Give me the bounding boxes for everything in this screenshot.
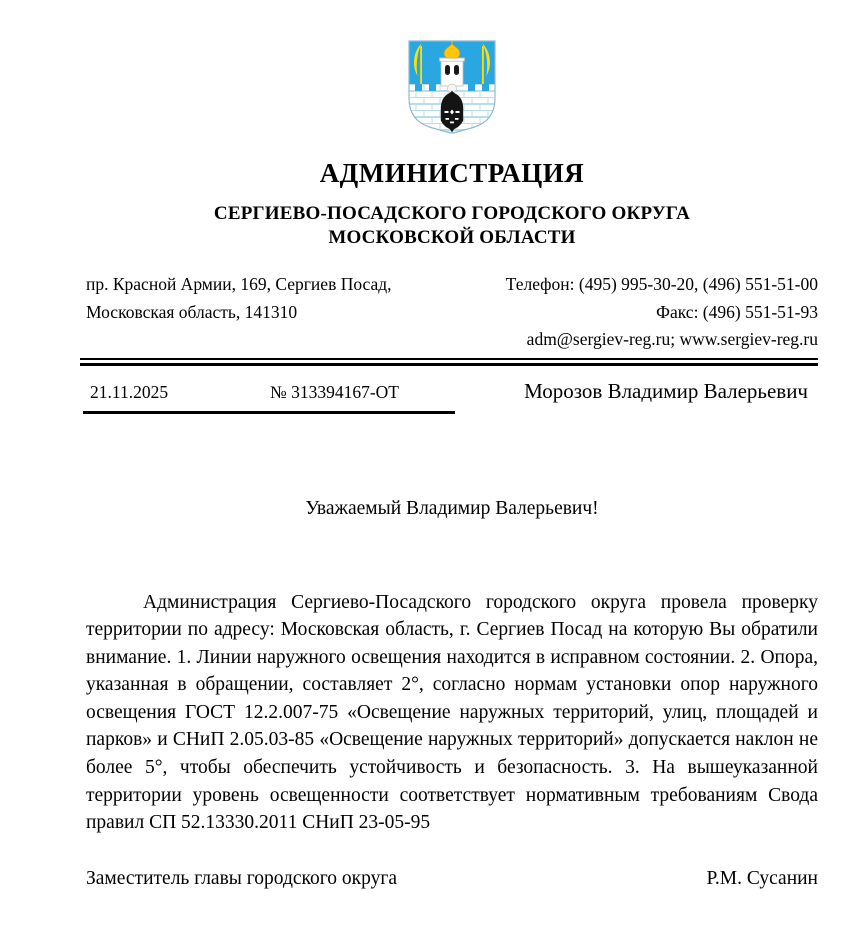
letter-body-paragraph: Администрация Сергиево-Посадского городского округа провела проверку территории по адресу: Московская область, г. Сергиев Посад на которую Вы обратили внимание. 1. Линии наружного освещения находится в исправном состоянии. 2. Опора, указанная в обращении, составляет 2°, согласно нормам установки опор наружного освещения ГОСТ 12.2.007-75 «Освещение наружных территорий, улиц, площадей и парков» и СНиП 2.05.03-85 «Освещение наружных территорий» допускается наклон не более 5°, чтобы обеспечить устойчивость и безопасность. 3. На вышеуказанной территории уровень освещенности соответствует нормативным требованиям Свода правил СП 52.13330.2011 СНиП 23-05-95 bbox=[86, 591, 818, 834]
salutation: Уважаемый Владимир Валерьевич! bbox=[305, 497, 599, 519]
signature-row bbox=[86, 868, 818, 890]
address-line2: Московская область, 141310 bbox=[86, 301, 298, 322]
contact-block bbox=[506, 271, 818, 354]
signer-position: Заместитель главы городского округа bbox=[86, 868, 398, 889]
letterhead-info-row bbox=[86, 271, 818, 354]
signer-name: Р.М. Сусанин bbox=[706, 868, 818, 889]
email-web-line: adm@sergiev-reg.ru; www.sergiev-reg.ru bbox=[526, 329, 818, 349]
org-subtitle bbox=[86, 202, 818, 249]
letterhead-divider bbox=[80, 358, 818, 366]
recipient-name: Морозов Владимир Валерьевич bbox=[524, 378, 808, 403]
letterhead-emblem bbox=[86, 38, 818, 134]
coat-of-arms-icon bbox=[406, 38, 498, 134]
reference-row bbox=[86, 379, 818, 404]
reference-underline bbox=[83, 411, 455, 414]
phone-line: Телефон: (495) 995-30-20, (496) 551-51-00 bbox=[505, 274, 818, 294]
letter-number: № 313394167-ОТ bbox=[270, 381, 399, 402]
address-line1: пр. Красной Армии, 169, Сергиев Посад, bbox=[86, 274, 392, 294]
letter-date: 21.11.2025 bbox=[90, 381, 169, 402]
address-block bbox=[86, 271, 392, 354]
org-subtitle-line1: СЕРГИЕВО-ПОСАДСКОГО ГОРОДСКОГО ОКРУГА bbox=[213, 203, 691, 224]
org-subtitle-line2: МОСКОВСКОЙ ОБЛАСТИ bbox=[328, 226, 576, 248]
org-title: АДМИНИСТРАЦИЯ bbox=[319, 158, 585, 188]
fax-line: Факс: (496) 551-51-93 bbox=[656, 301, 818, 322]
